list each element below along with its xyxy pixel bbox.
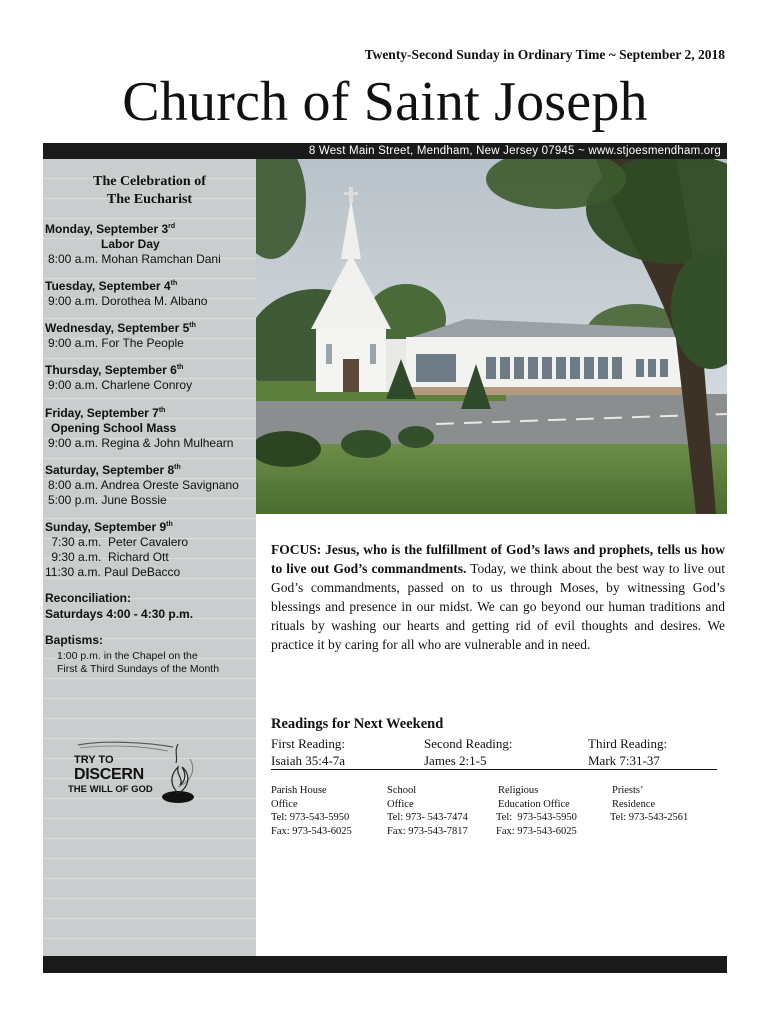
logo-line2: DISCERN [74,766,144,783]
celebration-title-line2: The Eucharist [106,192,193,207]
day-suffix: th [158,407,166,414]
readings-title: Readings for Next Weekend [271,716,444,732]
occasion-line: Twenty-Second Sunday in Ordinary Time ~ September 2, 2018 [364,47,725,62]
focus-paragraph [271,540,725,654]
day-label: Monday, September 3 [45,222,169,236]
day-suffix: rd [168,223,176,230]
day-suffix: th [176,364,184,371]
mass-saturday [45,460,256,508]
contact-fax: Fax: 973-543-7817 [387,825,468,837]
mass-line: 9:00 a.m. Dorothea M. Albano [48,294,208,308]
mass-line: 9:00 a.m. Regina & John Mulhearn [48,436,234,450]
day-label: Sunday, September 9 [45,520,167,534]
reading-ref: Mark 7:31-37 [588,753,660,768]
day-note: Labor Day [101,237,160,251]
baptisms-line2: First & Third Sundays of the Month [57,663,220,675]
church-photo [256,159,727,514]
reading-second [424,735,512,769]
contact-priests-residence [610,784,688,825]
contact-tel: Tel: 973-543-5950 [271,812,350,823]
baptisms-label: Baptisms: [45,633,104,647]
reading-label: Second Reading: [424,736,513,751]
focus-body: Today, we think about the best way to live out God’s commandments, passed on to us through Moses, by witnessing God’s blessings and presence in our midst. We can go beyond our human traditions and rituals by washing our hearts and getting rid of evil thoughts and desires. We practice it by caring for all who are vulnerable and in need. [271,561,725,652]
contact-fax: Fax: 973-543-6025 [496,825,577,837]
address-bar [43,143,727,159]
mass-line: 9:30 a.m. Richard Ott [48,550,169,564]
mass-line: 7:30 a.m. Peter Cavalero [48,535,189,549]
contact-line: Residence [612,798,656,810]
contact-line: Education Office [498,798,570,810]
reading-ref: James 2:1-5 [424,753,487,768]
church-photo-image [256,159,727,514]
contact-parish-house [271,784,352,838]
contact-line: Religious [498,785,539,796]
sidebar [43,159,256,956]
reading-label: First Reading: [271,736,346,751]
contact-fax: Fax: 973-543-6025 [271,825,352,837]
bottom-bar [43,956,727,973]
day-label: Friday, September 7 [45,406,159,420]
contact-line: Priests’ [612,785,644,796]
mass-line: 11:30 a.m. Paul DeBacco [45,565,181,579]
mass-friday [45,403,256,451]
day-suffix: th [174,464,181,471]
mass-line: 9:00 a.m. Charlene Conroy [48,378,193,392]
day-label: Saturday, September 8 [45,463,175,477]
mass-thursday [45,360,256,393]
celebration-title [43,173,256,209]
discern-logo [68,739,198,814]
address-text: 8 West Main Street, Mendham, New Jersey 07945 ~ www.stjoesmendham.org [308,145,721,157]
contact-line: Office [271,798,298,810]
mass-sunday [45,517,256,580]
reconciliation-time: Saturdays 4:00 - 4:30 p.m. [45,607,194,621]
day-label: Thursday, September 6 [45,363,177,377]
contact-school [387,784,468,838]
day-label: Wednesday, September 5 [45,321,190,335]
baptisms-line1: 1:00 p.m. in the Chapel on the [57,650,198,662]
mass-line: 8:00 a.m. Andrea Oreste Savignano [48,478,239,492]
reading-label: Third Reading: [588,736,668,751]
day-suffix: th [189,322,196,329]
mass-line: 9:00 a.m. For The People [48,336,184,350]
day-suffix: th [166,521,173,528]
logo-line3: THE WILL OF GOD [68,784,153,795]
mass-tuesday [45,276,256,309]
contact-line: Parish House [271,785,327,796]
church-name: Church of Saint Joseph [122,71,648,133]
reading-ref: Isaiah 35:4-7a [271,753,346,768]
reading-first [271,735,345,769]
contact-line: School [387,785,417,796]
celebration-title-line1: The Celebration of [93,174,206,189]
day-label: Tuesday, September 4 [45,279,171,293]
mass-line: 8:00 a.m. Mohan Ramchan Dani [48,252,221,266]
logo-line1: TRY TO [74,754,114,766]
reading-third [588,735,667,769]
mass-wednesday [45,318,256,351]
mass-line: 5:00 p.m. June Bossie [48,493,167,507]
contact-line: Office [387,798,414,810]
day-note: Opening School Mass [51,421,177,435]
mass-monday [45,219,256,267]
day-suffix: th [170,280,178,287]
contact-religious-education [496,784,577,838]
reconciliation-label: Reconciliation: [45,591,132,605]
focus-lead: FOCUS: Jesus, who is the fulfillment of God’s laws and prophets, tells us how to live out God’s commandments. [271,542,725,576]
contact-tel: Tel: 973- 543-7474 [387,812,468,823]
readings-divider [271,769,717,770]
contact-tel: Tel: 973-543-2561 [610,812,689,823]
contact-tel: Tel: 973-543-5950 [496,812,577,823]
